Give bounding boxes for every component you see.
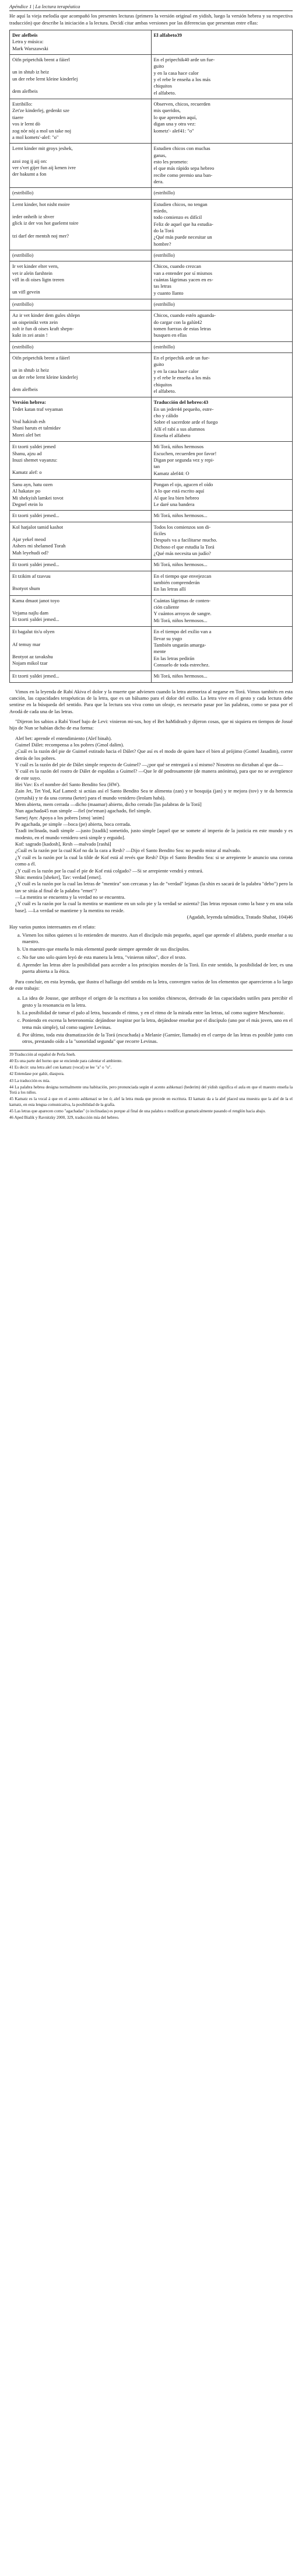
lyric-line: Y cuántos arroyos de sangre. — [153, 610, 212, 617]
quote-line: Alef bet: aprende el entendimiento (Alef binah). — [15, 735, 112, 741]
lyric-line: y el rebe le enseña a los más — [153, 76, 211, 83]
lyric-line: Al que lea bien hebreo — [153, 494, 199, 501]
lyric-line: un in shtub iz heiz — [12, 69, 50, 75]
quote-line: Tzadi inclinada, tsadi simple —justo [tzadik] sometido, justo simple [aquel que se somete al imperio de la justicia en este mundo y es modesto, en el mundo venidero será simple y erguido]. — [15, 828, 293, 840]
yiddish-cell — [10, 627, 152, 671]
lyric-line: tiaere — [12, 114, 24, 120]
spanish-cell — [151, 571, 293, 595]
yiddish-cell — [10, 299, 152, 310]
lyric-line: un oispeinikt vetn zein — [12, 319, 58, 325]
lyrics-row — [10, 627, 293, 671]
quote-line: Kof: sagrado [kadosh], Resh —malvado [rashá] — [15, 841, 111, 847]
yiddish-cell — [10, 442, 152, 480]
lyric-line: Allí el rabí a sus alumnos — [153, 425, 205, 432]
lyrics-row — [10, 99, 293, 144]
lyric-line: Oifn pripetchik brent a fáierl — [12, 355, 70, 361]
document-page — [9, 0, 293, 1121]
lyric-line: un in shtub iz heiz — [12, 367, 50, 374]
lyric-line — [12, 530, 149, 536]
yiddish-cell — [10, 144, 152, 188]
list-item: b. La posibilidad de tomar el palo al letra, buscando el ritmo, y en el ritmo de la mirada entre las letras, tal como sugiere Meschonnic. — [22, 1010, 293, 1016]
lyric-line: Oifn pripetchik brent a fáierl — [12, 57, 70, 63]
lyrics-table — [9, 30, 293, 683]
quote-line: ¿Y cuál es la razón por la cual las letras de "mentira" son cercanas y las de "verdad" lejanas (la shin es sacará de la palabra "debo") pero la tav se sitúa al final de la palabra "emet"? — [15, 881, 293, 893]
lyric-line: ¿Qué más necesita un judío? — [153, 550, 211, 557]
footnote: 43 La traducción es mía. — [9, 1078, 50, 1083]
lyric-line: Todos los comienzos son di- — [153, 523, 211, 530]
lyrics-row — [10, 671, 293, 682]
spanish-cell — [151, 511, 293, 522]
lyric-line: azoi zog ij aij on: — [12, 158, 47, 164]
lyric-line: kukt in zei arain ! — [12, 332, 48, 338]
lyric-line: En un jeder44 pequeño, estre- — [153, 406, 214, 412]
lyric-line: Lernt kinder mit groys jeshek, — [12, 145, 73, 152]
spanish-cell — [151, 522, 293, 560]
lyric-line: zolt ir fun di oises kraft shepn- — [12, 326, 74, 332]
lyric-line: glick iz der vos hot guelemt toire — [12, 220, 79, 226]
lyric-line — [12, 227, 149, 233]
lyric-line: Ir vet kinder elter vern, — [12, 263, 59, 270]
lyric-line: esto les prometo: — [153, 158, 188, 165]
spanish-cell — [151, 560, 293, 571]
lyric-line — [12, 604, 149, 610]
quote-line: ¿Y cuál es la razón por la cual la tilde de Kof está al revés que Resh? Dijo el Santo Bendito Sea: si se arrepiente le anuncio una corona como a él. — [15, 854, 293, 867]
conclusion-section — [9, 979, 293, 992]
lyric-line: vos ir lernt dò — [12, 121, 40, 127]
lyric-line: hombre? — [153, 240, 171, 247]
spanish-cell — [151, 310, 293, 341]
yiddish-cell — [10, 397, 152, 442]
yiddish-cell — [10, 250, 152, 261]
lyric-line: y en la casa hace calor — [153, 69, 199, 76]
lyrics-row — [10, 353, 293, 397]
lyric-line: Enseña el alfabeto — [153, 432, 191, 438]
lyric-line: recibe como premio una ban- — [153, 172, 213, 178]
lyric-line — [12, 208, 149, 214]
yiddish-cell — [10, 188, 152, 199]
lyric-line — [12, 463, 149, 469]
lyrics-row — [10, 199, 293, 250]
lyric-line — [12, 636, 149, 641]
list-item: b. Un maestro que enseña lo más elemental puede siempre aprender de sus discípulos. — [22, 946, 293, 952]
lyric-line: chiquitos — [153, 83, 173, 89]
quote-line: ¿Cuál es la razón por la cual Kof no da la cara a Resh? —Dijo el Santo Bendito Sea: no puedo mirar al malvado. — [15, 847, 241, 854]
lyric-line: tan — [153, 463, 160, 470]
lyric-line — [12, 152, 149, 158]
intro-paragraph: He aquí la vieja melodía que acompañó los presentes lecturas (primero la versión original en yidish, luego la versión hebrea y su respectiva traducción) que describe la iniciación a la lectura. Decidí citar ambas versiones por las diferencias que presentan entre ellas: — [9, 13, 293, 26]
lyrics-row — [10, 522, 293, 560]
lyric-line: Consuelo de toda estrechez. — [153, 661, 210, 668]
lyric-line: Observen, chicos, recuerden — [153, 101, 210, 107]
lyric-line — [12, 283, 149, 289]
lyric-line: Degnel etein lo — [12, 501, 43, 507]
lyric-line: y en la casa hace calor — [153, 368, 199, 374]
spanish-cell — [151, 671, 293, 682]
lyric-line: dera. — [153, 178, 164, 184]
yiddish-cell — [10, 522, 152, 560]
spanish-cell — [151, 397, 293, 442]
lyrics-row — [10, 595, 293, 626]
lyric-line: el alfabeto. — [153, 89, 176, 96]
lyric-line: también comprenderán — [153, 580, 200, 586]
quote-line: —La mentira se encuentra y la verdad no se encuentra. — [15, 893, 125, 900]
yiddish-cell — [10, 479, 152, 510]
quote-line: ¿Cuál es la razón del pie de Guimel estirado hacia el Dálet? Que así es el modo de quien hace el bien al prójimo (Gomel Jasadim), correr detrás de los pobres. — [15, 748, 293, 761]
yiddish-cell — [10, 199, 152, 250]
spanish-cell — [151, 627, 293, 671]
prose-paragraph: "Dijeron los sabios a Rabí Yosef bajo de Levi: vinieron mi-sos, hoy el Bet haMidrash y dijeron cosas, que ni siquiera en tiempos de Josué hijo de Nun se habían dicho de esa forma: — [9, 718, 293, 731]
lyric-line: En el pripechik arde un fue- — [153, 355, 210, 361]
lyrics-row — [10, 299, 293, 310]
lyric-line: Chicos, cuando crezcan — [153, 263, 201, 270]
lyrics-row — [10, 250, 293, 261]
lyric-line: Mark Warszawski — [12, 45, 48, 51]
lyrics-row — [10, 55, 293, 99]
spanish-cell — [151, 250, 293, 261]
yiddish-cell — [10, 671, 152, 682]
lyric-line: der bakumt a fon — [12, 171, 47, 177]
lyric-line: Ajar yekel meod — [12, 536, 46, 543]
lyric-line: do cargar con la galút42 — [153, 319, 202, 325]
lyric-line: guito — [153, 361, 164, 368]
lyric-line — [12, 580, 149, 585]
lyric-line: Shanu, ajzu ad — [12, 450, 42, 456]
lyric-line: Al hakatav po — [12, 488, 41, 494]
lyric-line: Et tzikim af tzavuu — [12, 573, 51, 579]
lyric-line: dem alefbeis — [12, 386, 38, 393]
lyrics-row — [10, 30, 293, 55]
lyrics-row — [10, 560, 293, 571]
spanish-cell — [151, 341, 293, 352]
lyric-line: el alfabeto. — [153, 388, 176, 394]
lyric-line: vifl in di oises ligtn treren — [12, 277, 65, 283]
quote-line: Nun agachada45 nun simple —fiel (ne'eman) agachado, fiel simple. — [15, 808, 152, 814]
lyric-line: vet ir aleïn farshtein — [12, 270, 52, 276]
lyric-line: tas letras — [153, 283, 171, 289]
yiddish-cell — [10, 310, 152, 341]
lyric-line: Mi Torá, niños hermosos... — [153, 673, 208, 679]
lyric-line: (estribillo) — [153, 301, 175, 308]
lyric-line: zog nòr nòj a mol un take noj — [12, 127, 71, 134]
header-title: La lectura terapéutica — [35, 4, 80, 9]
quote-line: ¿Y cuál es la razón por la cual la mentira se mantiene en un solo pie y la verdad se asienta? [las letras reposan como la base y en una sola base]. —La verdad se mantiene y la mentira no reside. — [15, 900, 293, 913]
lyrics-row — [10, 511, 293, 522]
lyric-line: Et tzorti yaldei jemed... — [12, 561, 59, 568]
lyric-line: Nojam mikol tzar — [12, 660, 48, 666]
lyric-line: fíciles — [153, 530, 166, 537]
lyric-line: tomen fuerzas de estas letras — [153, 326, 211, 332]
lyric-line: Et bagalut tis'u olyen — [12, 629, 55, 635]
footnote: 46 Aped Bialik y Ravnitzky 2000, 329, traducción mía del hebreo. — [9, 1115, 120, 1120]
footnote: 41 Es decir: una letra alef con kamatz (vocal) se lee "a" o "o". — [9, 1065, 112, 1070]
spanish-cell — [151, 144, 293, 188]
lyric-line: (estribillo) — [153, 190, 175, 196]
prose-section — [9, 689, 293, 732]
lyrics-row — [10, 310, 293, 341]
lyric-line: mis queridos, — [153, 107, 181, 114]
yiddish-cell — [10, 353, 152, 397]
lyric-line: Escuchen, recuerden por favor! — [153, 450, 217, 456]
lyric-line: Mi Torá, niños hermosos — [153, 444, 204, 450]
lyric-line: Chicos, cuando estén aguanda- — [153, 312, 216, 319]
lyric-line: ieder onheib iz shver — [12, 213, 54, 219]
footnote: 39 Traducción al español de Perla Sneh. — [9, 1052, 76, 1057]
lyric-line: Inuzi shemet vayanzu: — [12, 456, 58, 463]
lyric-line: Af temuy mar — [12, 641, 41, 647]
lyric-line: dem alefbeis — [12, 88, 38, 95]
spanish-cell — [151, 353, 293, 397]
lyric-line: (estribillo) — [12, 190, 34, 196]
lyrics-row — [10, 479, 293, 510]
lyric-line: (estribillo) — [12, 301, 34, 308]
points-list — [9, 932, 293, 975]
yiddish-cell — [10, 595, 152, 626]
yiddish-cell — [10, 261, 152, 299]
lyric-line: En el tiempo que envejezcan — [153, 573, 212, 579]
lyric-line: tzi darf der mentsh noj mer? — [12, 232, 69, 239]
lyric-line: Morei alef bet — [12, 431, 41, 438]
lyric-line: un vifl gevein — [12, 289, 40, 295]
lyric-line: guito — [153, 63, 164, 69]
header-prefix: Apéndice 1 — [9, 4, 32, 9]
lyric-line: Az ir vet kinder dem gules shlepn — [12, 312, 80, 319]
lyric-line: Mah leyehudi od? — [12, 549, 49, 556]
spanish-cell — [151, 595, 293, 626]
spanish-cell — [151, 99, 293, 144]
yiddish-cell — [10, 560, 152, 571]
quote-line: Mem abierta, mem cerrada —dicho (maamar) abierto, dicho cerrado [las palabras de la Torá] — [15, 801, 202, 808]
lyric-line: Mi Torá, niños hermosos... — [153, 512, 208, 519]
quote-line: Hei Vav: Es el nombre del Santo Bendito Sea (HW). — [15, 781, 121, 788]
lyric-line — [12, 361, 149, 367]
spanish-cell — [151, 55, 293, 99]
lyric-line: Bsotyot shum — [12, 585, 40, 592]
lyric-line: y cuanto llanto — [153, 289, 184, 296]
lyrics-row — [10, 341, 293, 352]
lyric-line: ganas, — [153, 152, 167, 158]
quote-citation: (Agadah, leyenda talmúdica, Tratado Shabat, 104)46 — [187, 913, 293, 920]
lyric-line: Mi Torá, niños hermosos... — [153, 617, 208, 623]
lyric-line: y el rebe le enseña a los más — [153, 375, 211, 381]
lyric-line: el que más rápido sepa hebreo — [153, 165, 215, 172]
quote-line: Zain Jet, Tet Yod, Kaf Lamed: si actúas así el Santo Bendito Sea te alimenta (zan) y te bosquija (jan) y te mejora (tov) y te da herencia (yerushá) y te da una corona (keter) para el mundo venidero (leolam habá). — [15, 788, 293, 801]
spanish-cell — [151, 30, 293, 55]
lyric-line: (estribillo) — [12, 252, 34, 258]
lyric-line: Cuántas lágrimas de conten- — [153, 597, 211, 603]
yiddish-cell — [10, 30, 152, 55]
lyric-line: cuántas lágrimas yacen en es- — [153, 277, 213, 283]
lyric-line: Mi Torá, niños hermosos... — [153, 561, 208, 568]
lyric-line: Versión hebrea: — [12, 399, 47, 406]
lyric-line: do la Torá — [153, 227, 174, 233]
lyric-line: ver s'vet gijer fun aij kenen ivre — [12, 164, 76, 170]
lyric-line: Mi shekyish lamkei tovot — [12, 494, 64, 501]
lyric-line: van a entender por sí mismos — [153, 270, 212, 276]
lyric-line: Kama dmaot janot toyo — [12, 597, 59, 603]
lyric-line: En las letras allí — [153, 586, 186, 592]
lyric-line: Sanu ayn, hatu ozen — [12, 481, 53, 487]
yiddish-cell — [10, 571, 152, 595]
spanish-cell — [151, 188, 293, 199]
lyric-line — [12, 381, 149, 386]
yiddish-cell — [10, 511, 152, 522]
list-item: c. Poniendo en escena la heteronomía: dejándose inspirar por la letra, dejándose enseñar por el discípulo (uno por el más joven, uno en el tema más simple), tal como sugiere Levinas. — [22, 1017, 293, 1031]
prose-paragraph: Vimos en la leyenda de Rabí Akiva el dolor y la muerte que advienen cuando la letra atemoriza al negarse en Torá. Vimos también en esta canción, las capacidades terapéuticas de la letra, que es un bálsamo para el dolor del exilio. La letra vive en el gesto y cada lectura debe sentirse en la búsqueda del sentido. Para que la lectura sea viva como un oleaje, es necesario pasar por las palabras, como se pasa por el Avodá de cada una de las letras. — [9, 688, 293, 714]
yiddish-cell — [10, 99, 152, 144]
lyric-line: Sobre el sacerdote arde el fuego — [153, 419, 218, 425]
lyric-line: Dichoso el que estudia la Torá — [153, 543, 215, 550]
footnote: 45 Las letras que aparecen como "agachadas" (o inclinadas) es porque al final de una palabra o modifican gramaticalmente pasando el renglón hacia abajo. — [9, 1108, 266, 1114]
list-item: d. Aprender las letras abre la posibilidad para acceder a los principios morales de la Torá. En este sentido, la posibilidad de leer, es una puerta abierta a la ética. — [22, 962, 293, 975]
lyrics-row — [10, 571, 293, 595]
quote-line: Guimel Dálet: recompensa a los pobres (Gmol dalim). — [15, 741, 124, 748]
lyric-line: Kamatz alef: o — [12, 469, 42, 476]
list-item: d. Por último, toda esta dramatización de la Torá (escuchada) a Melanie (Garnier, llamado) en el cuerpo de las letras es posible junto con otros, prestando oído a la "sonoridad segunda" que recorre Levinas. — [22, 1032, 293, 1045]
header-separator: | — [31, 4, 36, 9]
lyric-line: mente — [153, 648, 166, 655]
lyrics-row — [10, 188, 293, 199]
lyric-line — [12, 648, 149, 654]
lyric-line: El alfabeto39 — [153, 32, 182, 39]
quote-line: Shin: mentira [sheker], Tav: verdad [emet]. — [15, 874, 102, 880]
conclusion-paragraph: Para concluir, en esta leyenda, que ilustra el hallazgo del sentido en la letra, convergen varios de los elementos que aparecieron a lo largo de este trabajo: — [9, 978, 293, 991]
lyric-line: Kol hatjalot tamid kashot — [12, 523, 64, 530]
lyric-line: Estudien chicos, no tengan — [153, 201, 208, 207]
lyric-line: Digan por segunda vez y repi- — [153, 456, 215, 463]
lyric-line: Veal hakirah esh — [12, 418, 45, 424]
lyric-line: ¿Qué más puede necesitar un — [153, 234, 212, 240]
lyric-line: un der rebe lernt kleine kinderlej — [12, 374, 78, 380]
lyric-line: Vejama najlu dam — [12, 610, 49, 616]
lyric-line: Der alefbeis — [12, 32, 38, 39]
footnote: 42 Entendase por galút, diaspora. — [9, 1071, 65, 1077]
lyrics-row — [10, 144, 293, 188]
lyric-line: Zet'ze kinderlej, gedenkt sze — [12, 107, 69, 114]
lyric-line: Lernt kinder, hot nisht moire — [12, 201, 70, 207]
lyric-line: Et tzorti yaldei jemed... — [12, 673, 59, 679]
quote-line: Y cuál es la razón del rostro de Dálet de espaldas a Guimel? —Que le dé podrosamente (de manera anónima), para que no se avergüence de este suyo. — [15, 768, 293, 781]
lyric-line: Pongan el ojo, agucen el oído — [153, 481, 213, 487]
lyric-line: llevar su yugo — [153, 635, 182, 641]
lyric-line: a mol komets'-alef: "o" — [12, 134, 59, 140]
lyrics-row — [10, 442, 293, 480]
lyric-line: Tedet katan traf veyaman — [12, 406, 63, 412]
lyric-line — [12, 82, 149, 88]
lyrics-row — [10, 261, 293, 299]
lyric-line: Le daré una bandera — [153, 501, 195, 507]
lyric-line — [12, 413, 149, 418]
spanish-cell — [151, 299, 293, 310]
spanish-cell — [151, 261, 293, 299]
footnote: 44 La palabra hebrea designa normalmente una habitación, pero pronunciada según el acento ashkenazí (hederim) del yidish significa el aula en que el maestro enseña la Torá a los niños. — [9, 1084, 293, 1095]
lyric-line: (estribillo) — [153, 252, 175, 258]
lyric-line: Beotyot az tavakshu — [12, 653, 53, 659]
yiddish-cell — [10, 341, 152, 352]
footnote: 40 Es una parte del horno que se enciende para calentar el ambiente. — [9, 1058, 123, 1063]
lyric-line: miedo, — [153, 207, 168, 214]
lyric-line: Feliz de aquel que ha estudia- — [153, 221, 213, 227]
lyric-line: Estribillo: — [12, 101, 33, 107]
lyric-line: (estribillo) — [12, 343, 34, 350]
lyric-line: todo comienzo es difícil — [153, 214, 202, 221]
lyric-line: busquen en ellas — [153, 332, 187, 338]
list-item: a. Vienen los niños quienes si lo entienden de muestro. Aun el discípulo más pequeño, aquel que aprende el alfabeto, puede enseñar a su maestro. — [22, 932, 293, 945]
lyric-line: Shani haruts et talmidav — [12, 425, 61, 431]
list-item: a. La idea de Jousse, que atribuye el origen de la escritura a los sonidos chinescos, derivado de las capacidades sutiles para percibir el gesto y la resonancia en la letra. — [22, 995, 293, 1008]
spanish-cell — [151, 442, 293, 480]
lyric-line: (estribillo) — [153, 343, 175, 350]
spanish-cell — [151, 199, 293, 250]
lyric-line: En el tiempo del exilio van a — [153, 629, 212, 635]
lyric-line: Traducción del hebreo:43 — [153, 399, 209, 406]
quote-line: Samej Ayn: Apoya a los pobres [smoj 'anim] — [15, 814, 104, 821]
lyric-line: digan una y otra vez: — [153, 121, 196, 127]
lyric-line: Ashers mi shelamed Torah — [12, 543, 66, 549]
lyric-line: lo que aprenden aquí, — [153, 114, 197, 120]
quote-line: Y cuál es la razón del pie de Dálet simple respecto de Guimel? —¿por qué se entregará a sí mismo? Nosotros no dictaban al que da— — [15, 762, 283, 767]
lyric-line: un der rebe lernt kleine kinderlej — [12, 75, 78, 82]
lyric-line: Letra y música: — [12, 39, 44, 45]
lyric-line: En las letras pedirán — [153, 655, 195, 661]
lyric-line: Et tzorti yaldei jemed... — [12, 512, 59, 519]
quote-line: Pe agachada, pe simple —boca (pe) abierta, boca cerrada. — [15, 821, 131, 828]
lyric-line: En el pripechik40 arde un fue- — [153, 57, 215, 63]
lyric-line: A lo que está escrito aquí — [153, 488, 205, 494]
list-item: c. No fue uno solo quien leyó de esta manera la letra, "vinieron niños", dice el texto. — [22, 954, 293, 961]
lyric-line: Et tzorti yaldei jemed... — [12, 616, 59, 623]
elements-list — [9, 995, 293, 1045]
lyric-line: También ungarán amarga- — [153, 641, 206, 648]
running-header — [9, 4, 293, 11]
lyric-line: Estudien chicos con muchas — [153, 145, 210, 152]
talmud-quote — [15, 735, 293, 921]
lyric-line: ción caliente — [153, 604, 180, 610]
yiddish-cell — [10, 55, 152, 99]
spanish-cell — [151, 479, 293, 510]
lyric-line: cho y cálido — [153, 412, 178, 418]
lyric-line: Después va a facilitarse mucho. — [153, 537, 217, 543]
lyric-line: chiquitos — [153, 381, 173, 388]
lyric-line: kometz'- alef41: "o" — [153, 127, 194, 134]
lyric-line: Et tzorti yaldei jemed — [12, 444, 56, 450]
lyric-line — [12, 63, 149, 69]
lyric-line: Kamatz alef44: O — [153, 470, 189, 476]
quote-line: ¿Y cuál es la razón por la cual el pie de Kof está colgado? —Si se arrepiente vendrá y entrará. — [15, 867, 203, 874]
lyrics-row — [10, 397, 293, 442]
footnotes — [9, 1050, 293, 1121]
footnote: 45 Kamatz es la vocal á que en el acento ashkenazí se lee ó; alef la letra muda que precede en escritura. El kamatz da a la alef placed una muestra que la alef de la el kamatz, en esta lengua comunicativa, la posibilidad de la grafía. — [9, 1097, 293, 1107]
list-intro: Hay varios puntos interesantes en el relato: — [9, 924, 96, 930]
